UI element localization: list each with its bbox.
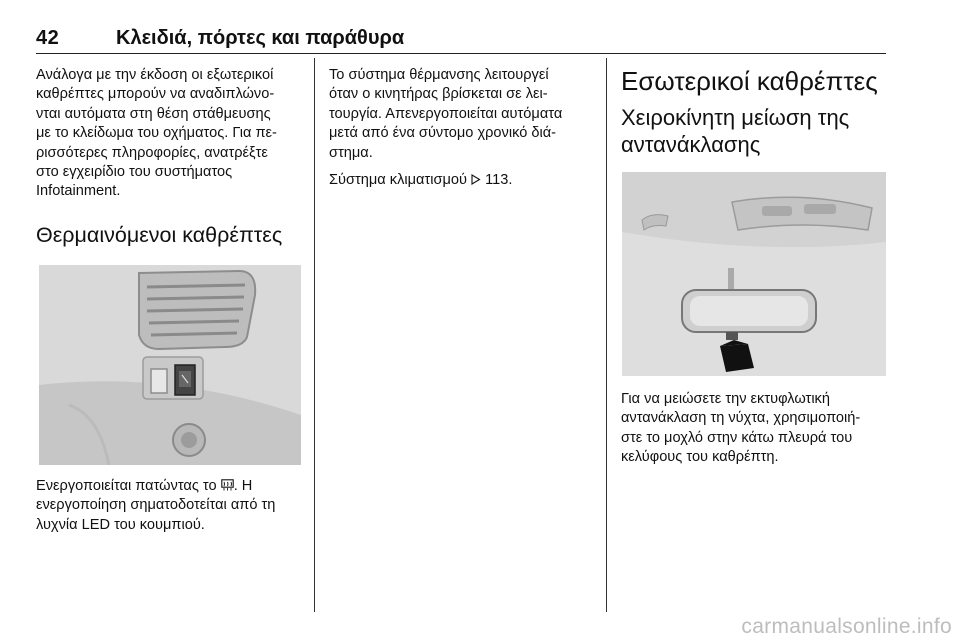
column-divider-1 — [314, 58, 315, 612]
column-right — [621, 66, 887, 468]
watermark: carmanualsonline.info — [741, 615, 952, 638]
column-middle — [329, 66, 591, 190]
air-vent — [139, 271, 255, 349]
page-reference-arrow-icon — [471, 174, 481, 185]
column-left — [36, 66, 304, 535]
column-divider-2 — [606, 58, 607, 612]
blank-switch — [151, 369, 167, 393]
interior-mirrors-heading: Εσωτερικοί καθρέπτες — [621, 66, 878, 96]
rearview-mirror-photo — [621, 172, 887, 376]
anti-dazzle-paragraph: Για να μειώσετε την εκτυφλωτική αντανάκλαση τη νύχτα, χρησιμοποιή- στε το μοχλό στην κάτω πλευρά του κελύφους του καθρέπτη. — [621, 391, 861, 466]
heated-mirrors-heading: Θερμαινόμενοι καθρέπτες — [36, 222, 283, 247]
intro-paragraph: Ανάλογα με την έκδοση οι εξωτερικοί καθρέπτες μπορούν να αναδιπλώνο- νται αυτόματα στη θέση στάθμευσης με το κλείδωμα του οχήματος. Για πε- ρισσότερες πληροφορίες, ανατρέξτε στο εγχειρίδιο του συστήματος Infotainment. — [36, 67, 277, 200]
anti-dazzle-heading: Χειροκίνητη μείωση της αντανάκλασης — [621, 105, 850, 157]
heating-operation-paragraph: Το σύστημα θέρμανσης λειτουργεί όταν ο κινητήρας βρίσκεται σε λει- τουργία. Απενεργοποιείται αυτόματα μετά από ένα σύντομο χρονικό διά- στημα. — [329, 67, 563, 161]
heated-mirrors-paragraph: Ενεργοποιείται πατώντας το . Η ενεργοποίηση σηματοδοτείται από τη λυχνία LED του κουμπιού. — [36, 477, 276, 533]
lever-pointer-arrow — [720, 344, 754, 372]
page-number: 42 — [36, 27, 60, 49]
rear-heater-icon — [221, 479, 234, 491]
chapter-title: Κλειδιά, πόρτες και παράθυρα — [116, 27, 405, 49]
dashboard-switch-photo — [36, 265, 304, 465]
page-header — [36, 27, 886, 54]
dimming-lever — [726, 332, 738, 340]
cross-reference: Σύστημα κλιματισμού 113. — [329, 172, 513, 189]
